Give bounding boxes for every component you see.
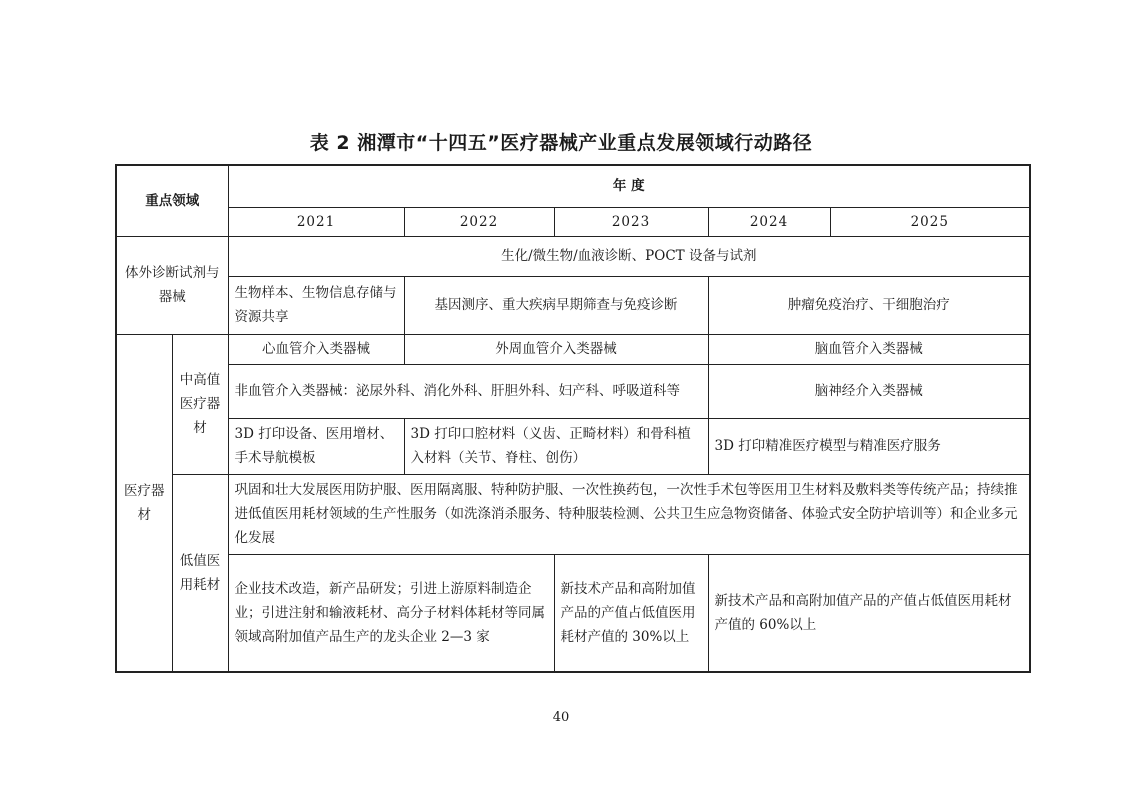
year-2021: 2021	[228, 207, 404, 236]
mid-high-row1-cell-2: 外周血管介入类器械	[404, 334, 708, 364]
ivd-row2-cell-1: 生物样本、生物信息存储与资源共享	[228, 276, 404, 334]
low-value-label: 低值医用耗材	[172, 474, 228, 672]
ivd-label: 体外诊断试剂与器械	[116, 236, 228, 334]
focus-area-header: 重点领域	[116, 165, 228, 236]
table-row	[116, 276, 1030, 334]
header-row	[116, 165, 1030, 207]
low-value-row2-cell-3: 新技术产品和高附加值产品的产值占低值医用耗材产值的 60%以上	[708, 554, 1030, 672]
years-row	[116, 207, 1030, 236]
mid-high-row3-cell-3: 3D 打印精准医疗模型与精准医疗服务	[708, 418, 1030, 474]
ivd-row2-cell-3: 肿瘤免疫治疗、干细胞治疗	[708, 276, 1030, 334]
year-2022: 2022	[404, 207, 554, 236]
table-row	[116, 236, 1030, 276]
low-value-row2-cell-2: 新技术产品和高附加值产品的产值占低值医用耗材产值的 30%以上	[554, 554, 708, 672]
devices-label: 医疗器材	[116, 334, 172, 672]
ivd-row2-cell-2: 基因测序、重大疾病早期筛查与免疫诊断	[404, 276, 708, 334]
mid-high-row1-cell-3: 脑血管介入类器械	[708, 334, 1030, 364]
mid-high-row2-cell-2: 脑神经介入类器械	[708, 364, 1030, 418]
year-2023: 2023	[554, 207, 708, 236]
action-path-table	[115, 164, 1031, 673]
low-value-row1: 巩固和壮大发展医用防护服、医用隔离服、特种防护服、一次性换药包，一次性手术包等医用卫生材料及敷料类等传统产品；持续推进低值医用耗材领域的生产性服务（如洗涤消杀服务、特种服装检测、公共卫生应急物资储备、体验式安全防护培训等）和企业多元化发展	[228, 474, 1030, 554]
table-title: 表 2 湘潭市“十四五”医疗器械产业重点发展领域行动路径	[309, 132, 813, 154]
table-row	[116, 334, 1030, 364]
page-number: 40	[552, 710, 570, 725]
mid-high-row1-cell-1: 心血管介入类器械	[228, 334, 404, 364]
mid-high-row3-cell-1: 3D 打印设备、医用增材、手术导航模板	[228, 418, 404, 474]
table-row	[116, 418, 1030, 474]
low-value-row2-cell-1: 企业技术改造，新产品研发；引进上游原料制造企业；引进注射和输液耗材、高分子材料体耗材等同属领域高附加值产品生产的龙头企业 2—3 家	[228, 554, 554, 672]
year-2024: 2024	[708, 207, 830, 236]
mid-high-row2-cell-1: 非血管介入类器械：泌尿外科、消化外科、肝胆外科、妇产科、呼吸道科等	[228, 364, 708, 418]
table-row	[116, 364, 1030, 418]
ivd-row1: 生化/微生物/血液诊断、POCT 设备与试剂	[228, 236, 1030, 276]
table-row	[116, 474, 1030, 554]
table-row	[116, 554, 1030, 672]
mid-high-row3-cell-2: 3D 打印口腔材料（义齿、正畸材料）和骨科植入材料（关节、脊柱、创伤）	[404, 418, 708, 474]
year-header: 年 度	[228, 165, 1030, 207]
mid-high-label: 中高值医疗器材	[172, 334, 228, 474]
year-2025: 2025	[830, 207, 1030, 236]
